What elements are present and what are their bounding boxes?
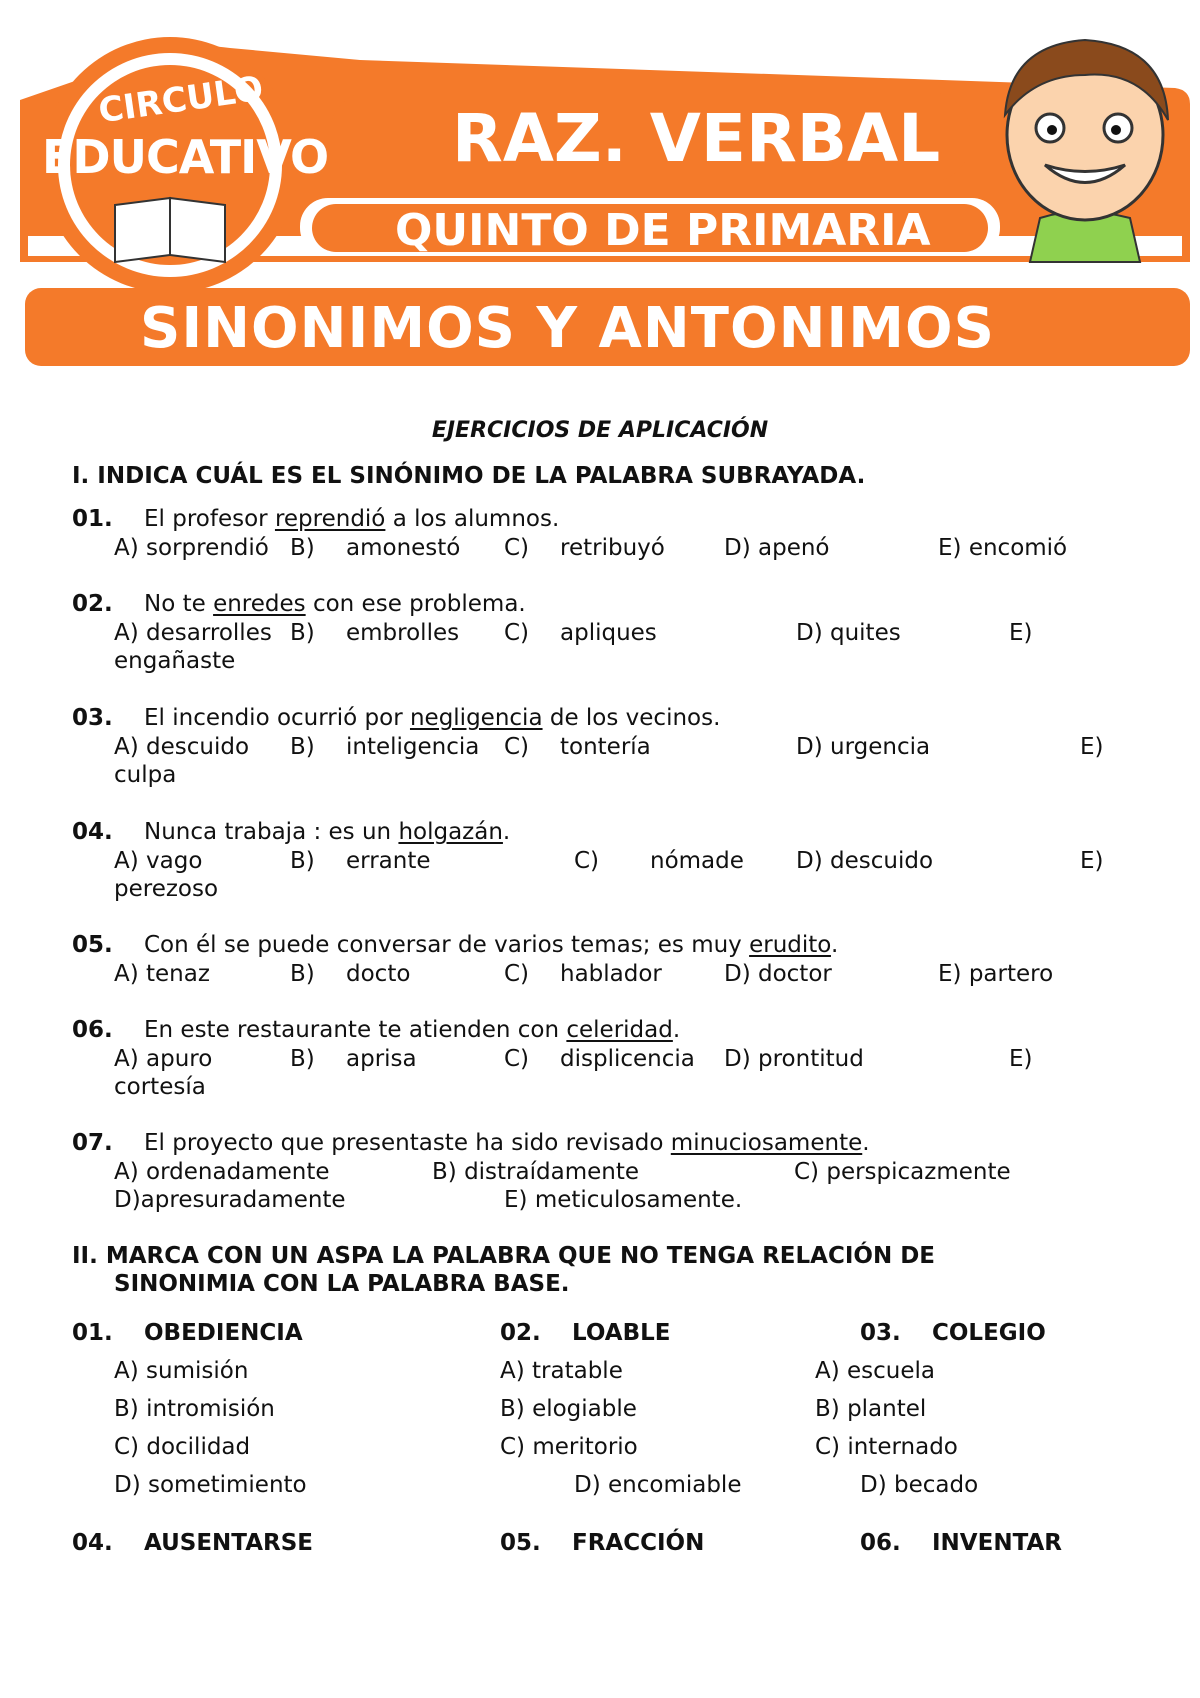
question-text-end: . — [672, 1017, 681, 1043]
option-label: C) — [504, 535, 530, 561]
option-label: C) — [504, 1046, 530, 1072]
group-01-option[interactable]: B) intromisión — [114, 1396, 275, 1422]
option[interactable]: A) ordenadamente — [114, 1159, 330, 1185]
base-word: OBEDIENCIA — [144, 1320, 303, 1346]
base-word: INVENTAR — [932, 1530, 1062, 1556]
option[interactable]: displicencia — [560, 1046, 695, 1072]
option[interactable]: D)apresuradamente — [114, 1187, 346, 1213]
option[interactable]: E) partero — [938, 961, 1054, 987]
option-label: C) — [504, 961, 530, 987]
question-05 — [72, 931, 838, 959]
group-01-header — [72, 1320, 303, 1346]
group-02-option[interactable]: A) tratable — [500, 1358, 623, 1384]
option[interactable]: C) perspicazmente — [794, 1159, 1011, 1185]
option[interactable]: A) vago — [114, 848, 203, 874]
option-label: B) — [290, 961, 315, 987]
question-02 — [72, 590, 526, 618]
base-word: LOABLE — [572, 1320, 671, 1346]
option[interactable]: D) descuido — [796, 848, 934, 874]
option[interactable]: culpa — [114, 762, 177, 788]
group-03-option[interactable]: D) becado — [860, 1472, 979, 1498]
header-banner — [0, 0, 1200, 370]
option[interactable]: docto — [346, 961, 411, 987]
question-text-end: con ese problema. — [305, 591, 526, 617]
option-label: B) — [290, 620, 315, 646]
option[interactable]: A) descuido — [114, 734, 250, 760]
option-label: E) — [1009, 620, 1033, 646]
topic-title: SINONIMOS Y ANTONIMOS — [140, 296, 995, 361]
option[interactable]: D) prontitud — [724, 1046, 864, 1072]
question-text: Con él se puede conversar de varios temas; es muy — [144, 932, 750, 958]
question-text-end: . — [862, 1130, 870, 1156]
option[interactable]: amonestó — [346, 535, 461, 561]
option-label: E) — [1080, 848, 1104, 874]
option[interactable]: aprisa — [346, 1046, 417, 1072]
option-label: B) — [290, 848, 315, 874]
option[interactable]: D) urgencia — [796, 734, 931, 760]
section1-heading: I. INDICA CUÁL ES EL SINÓNIMO DE LA PALABRA SUBRAYADA. — [72, 463, 866, 489]
option[interactable]: apliques — [560, 620, 657, 646]
question-06 — [72, 1016, 680, 1044]
option[interactable]: E) meticulosamente. — [504, 1187, 743, 1213]
question-text-end: . — [830, 932, 839, 958]
option[interactable]: A) sorprendió — [114, 535, 269, 561]
question-number: 06. — [72, 1017, 113, 1043]
question-number: 07. — [72, 1130, 113, 1156]
option-label: C) — [574, 848, 600, 874]
base-word: AUSENTARSE — [144, 1530, 313, 1556]
question-text: No te — [144, 591, 214, 617]
option[interactable]: embrolles — [346, 620, 460, 646]
group-05-header — [500, 1530, 704, 1556]
group-number: 03. — [860, 1320, 901, 1346]
question-03 — [72, 704, 720, 732]
underlined-word: negligencia — [409, 705, 543, 731]
question-number: 01. — [72, 506, 113, 532]
group-03-header — [860, 1320, 1046, 1346]
section2-heading — [72, 1242, 935, 1298]
underlined-word: minuciosamente — [670, 1130, 863, 1156]
question-text-end: . — [502, 819, 511, 845]
question-text: El incendio ocurrió por — [144, 705, 410, 731]
group-number: 02. — [500, 1320, 541, 1346]
group-04-header — [72, 1530, 313, 1556]
underlined-word: enredes — [213, 591, 306, 617]
group-02-option[interactable]: B) elogiable — [500, 1396, 637, 1422]
option[interactable]: retribuyó — [560, 535, 665, 561]
option-label: B) — [290, 734, 315, 760]
question-number: 04. — [72, 819, 113, 845]
subject-title: RAZ. VERBAL — [452, 100, 941, 177]
option[interactable]: engañaste — [114, 648, 236, 674]
group-06-header — [860, 1530, 1062, 1556]
question-number: 05. — [72, 932, 113, 958]
question-text: El proyecto que presentaste ha sido revisado — [144, 1130, 671, 1156]
option[interactable]: A) apuro — [114, 1046, 213, 1072]
question-01 — [72, 505, 559, 533]
group-number: 01. — [72, 1320, 113, 1346]
group-01-option[interactable]: A) sumisión — [114, 1358, 249, 1384]
option[interactable]: A) tenaz — [114, 961, 210, 987]
base-word: FRACCIÓN — [572, 1530, 705, 1556]
group-01-option[interactable]: C) docilidad — [114, 1434, 251, 1460]
section2-heading-line2: SINONIMIA CON LA PALABRA BASE. — [114, 1271, 570, 1297]
option[interactable]: B) distraídamente — [432, 1159, 639, 1185]
section2-heading-line1: II. MARCA CON UN ASPA LA PALABRA QUE NO TENGA RELACIÓN DE — [72, 1243, 936, 1269]
base-word: COLEGIO — [932, 1320, 1046, 1346]
option-label: B) — [290, 1046, 315, 1072]
group-03-option[interactable]: C) internado — [815, 1434, 958, 1460]
option[interactable]: E) encomió — [938, 535, 1068, 561]
underlined-word: holgazán — [398, 819, 503, 845]
group-02-option[interactable]: D) encomiable — [574, 1472, 742, 1498]
group-02-option[interactable]: C) meritorio — [500, 1434, 638, 1460]
underlined-word: celeridad — [566, 1017, 673, 1043]
option[interactable]: D) quites — [796, 620, 901, 646]
question-number: 03. — [72, 705, 113, 731]
underlined-word: reprendió — [274, 506, 386, 532]
group-number: 04. — [72, 1530, 113, 1556]
group-number: 05. — [500, 1530, 541, 1556]
option[interactable]: inteligencia — [346, 734, 480, 760]
option-label: E) — [1080, 734, 1104, 760]
exercise-title: EJERCICIOS DE APLICACIÓN — [431, 418, 769, 443]
option[interactable]: D) doctor — [724, 961, 832, 987]
question-text-end: a los alumnos. — [385, 506, 560, 532]
question-07 — [72, 1129, 870, 1157]
option-label: C) — [504, 620, 530, 646]
logo-top-text: CIRCULO — [96, 68, 266, 132]
logo-bottom-text: EDUCATIVO — [42, 130, 329, 184]
option[interactable]: cortesía — [114, 1074, 206, 1100]
question-text: Nunca trabaja : es un — [144, 819, 399, 845]
grade-title: QUINTO DE PRIMARIA — [395, 205, 931, 256]
group-number: 06. — [860, 1530, 901, 1556]
option[interactable]: perezoso — [114, 876, 219, 902]
option-label: C) — [504, 734, 530, 760]
option[interactable]: D) apenó — [724, 535, 830, 561]
group-03-option[interactable]: A) escuela — [815, 1358, 936, 1384]
question-text-end: de los vecinos. — [542, 705, 721, 731]
question-04 — [72, 818, 510, 846]
book-icon — [115, 198, 225, 262]
group-01-option[interactable]: D) sometimiento — [114, 1472, 307, 1498]
option-label: B) — [290, 535, 315, 561]
option[interactable]: tontería — [560, 734, 651, 760]
question-text: El profesor — [144, 506, 275, 532]
option[interactable]: hablador — [560, 961, 662, 987]
option[interactable]: errante — [346, 848, 431, 874]
group-02-header — [500, 1320, 670, 1346]
option[interactable]: nómade — [650, 848, 744, 874]
option[interactable]: A) desarrolles — [114, 620, 272, 646]
group-03-option[interactable]: B) plantel — [815, 1396, 927, 1422]
option-label: E) — [1009, 1046, 1033, 1072]
question-number: 02. — [72, 591, 113, 617]
question-text: En este restaurante te atienden con — [144, 1017, 567, 1043]
underlined-word: erudito — [749, 932, 831, 958]
